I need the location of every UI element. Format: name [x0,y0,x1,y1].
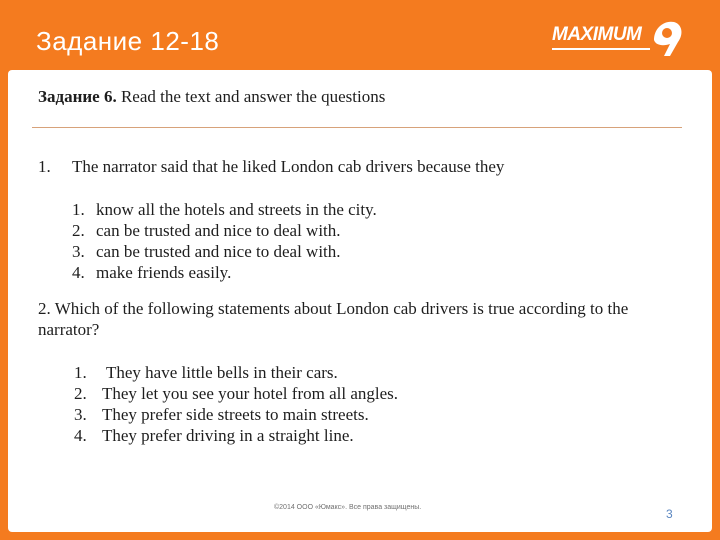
question1-text: The narrator said that he liked London cab drivers because they [72,157,505,176]
option-number: 1. [72,200,85,219]
option-text: They prefer driving in a straight line. [102,426,354,445]
option-number: 4. [74,426,87,445]
divider [32,127,682,128]
task-heading [38,87,385,107]
option-number: 4. [72,263,85,282]
option-text: know all the hotels and streets in the city. [96,200,377,219]
page-number: 3 [666,507,673,521]
option-number: 3. [72,242,85,261]
slide-title: Задание 12-18 [36,26,220,56]
option-number: 3. [74,405,87,424]
content-panel [8,70,712,532]
option-text: can be trusted and nice to deal with. [96,221,341,240]
option-text: They prefer side streets to main streets. [102,405,369,424]
option-number: 2. [72,221,85,240]
task-instruction: Read the text and answer the questions [120,87,386,106]
question2-text: 2. Which of the following statements about London cab drivers is true according to the narrator? [38,299,629,339]
question1-number: 1. [38,157,51,176]
logo-underline [552,48,650,50]
maximum-logo [552,18,687,62]
option-number: 2. [74,384,87,403]
option-number: 1. [74,363,87,382]
option-text: They have little bells in their cars. [106,363,338,382]
option-text: They let you see your hotel from all angles. [102,384,398,403]
task-label: Задание 6. [38,87,117,106]
logo-mark-icon [650,18,684,58]
option-text: make friends easily. [96,263,232,282]
option-text: can be trusted and nice to deal with. [96,242,341,261]
logo-text: MAXIMUM [552,24,642,45]
copyright-footer: ©2014 ООО «Юмакс». Все права защищены. [274,504,422,511]
